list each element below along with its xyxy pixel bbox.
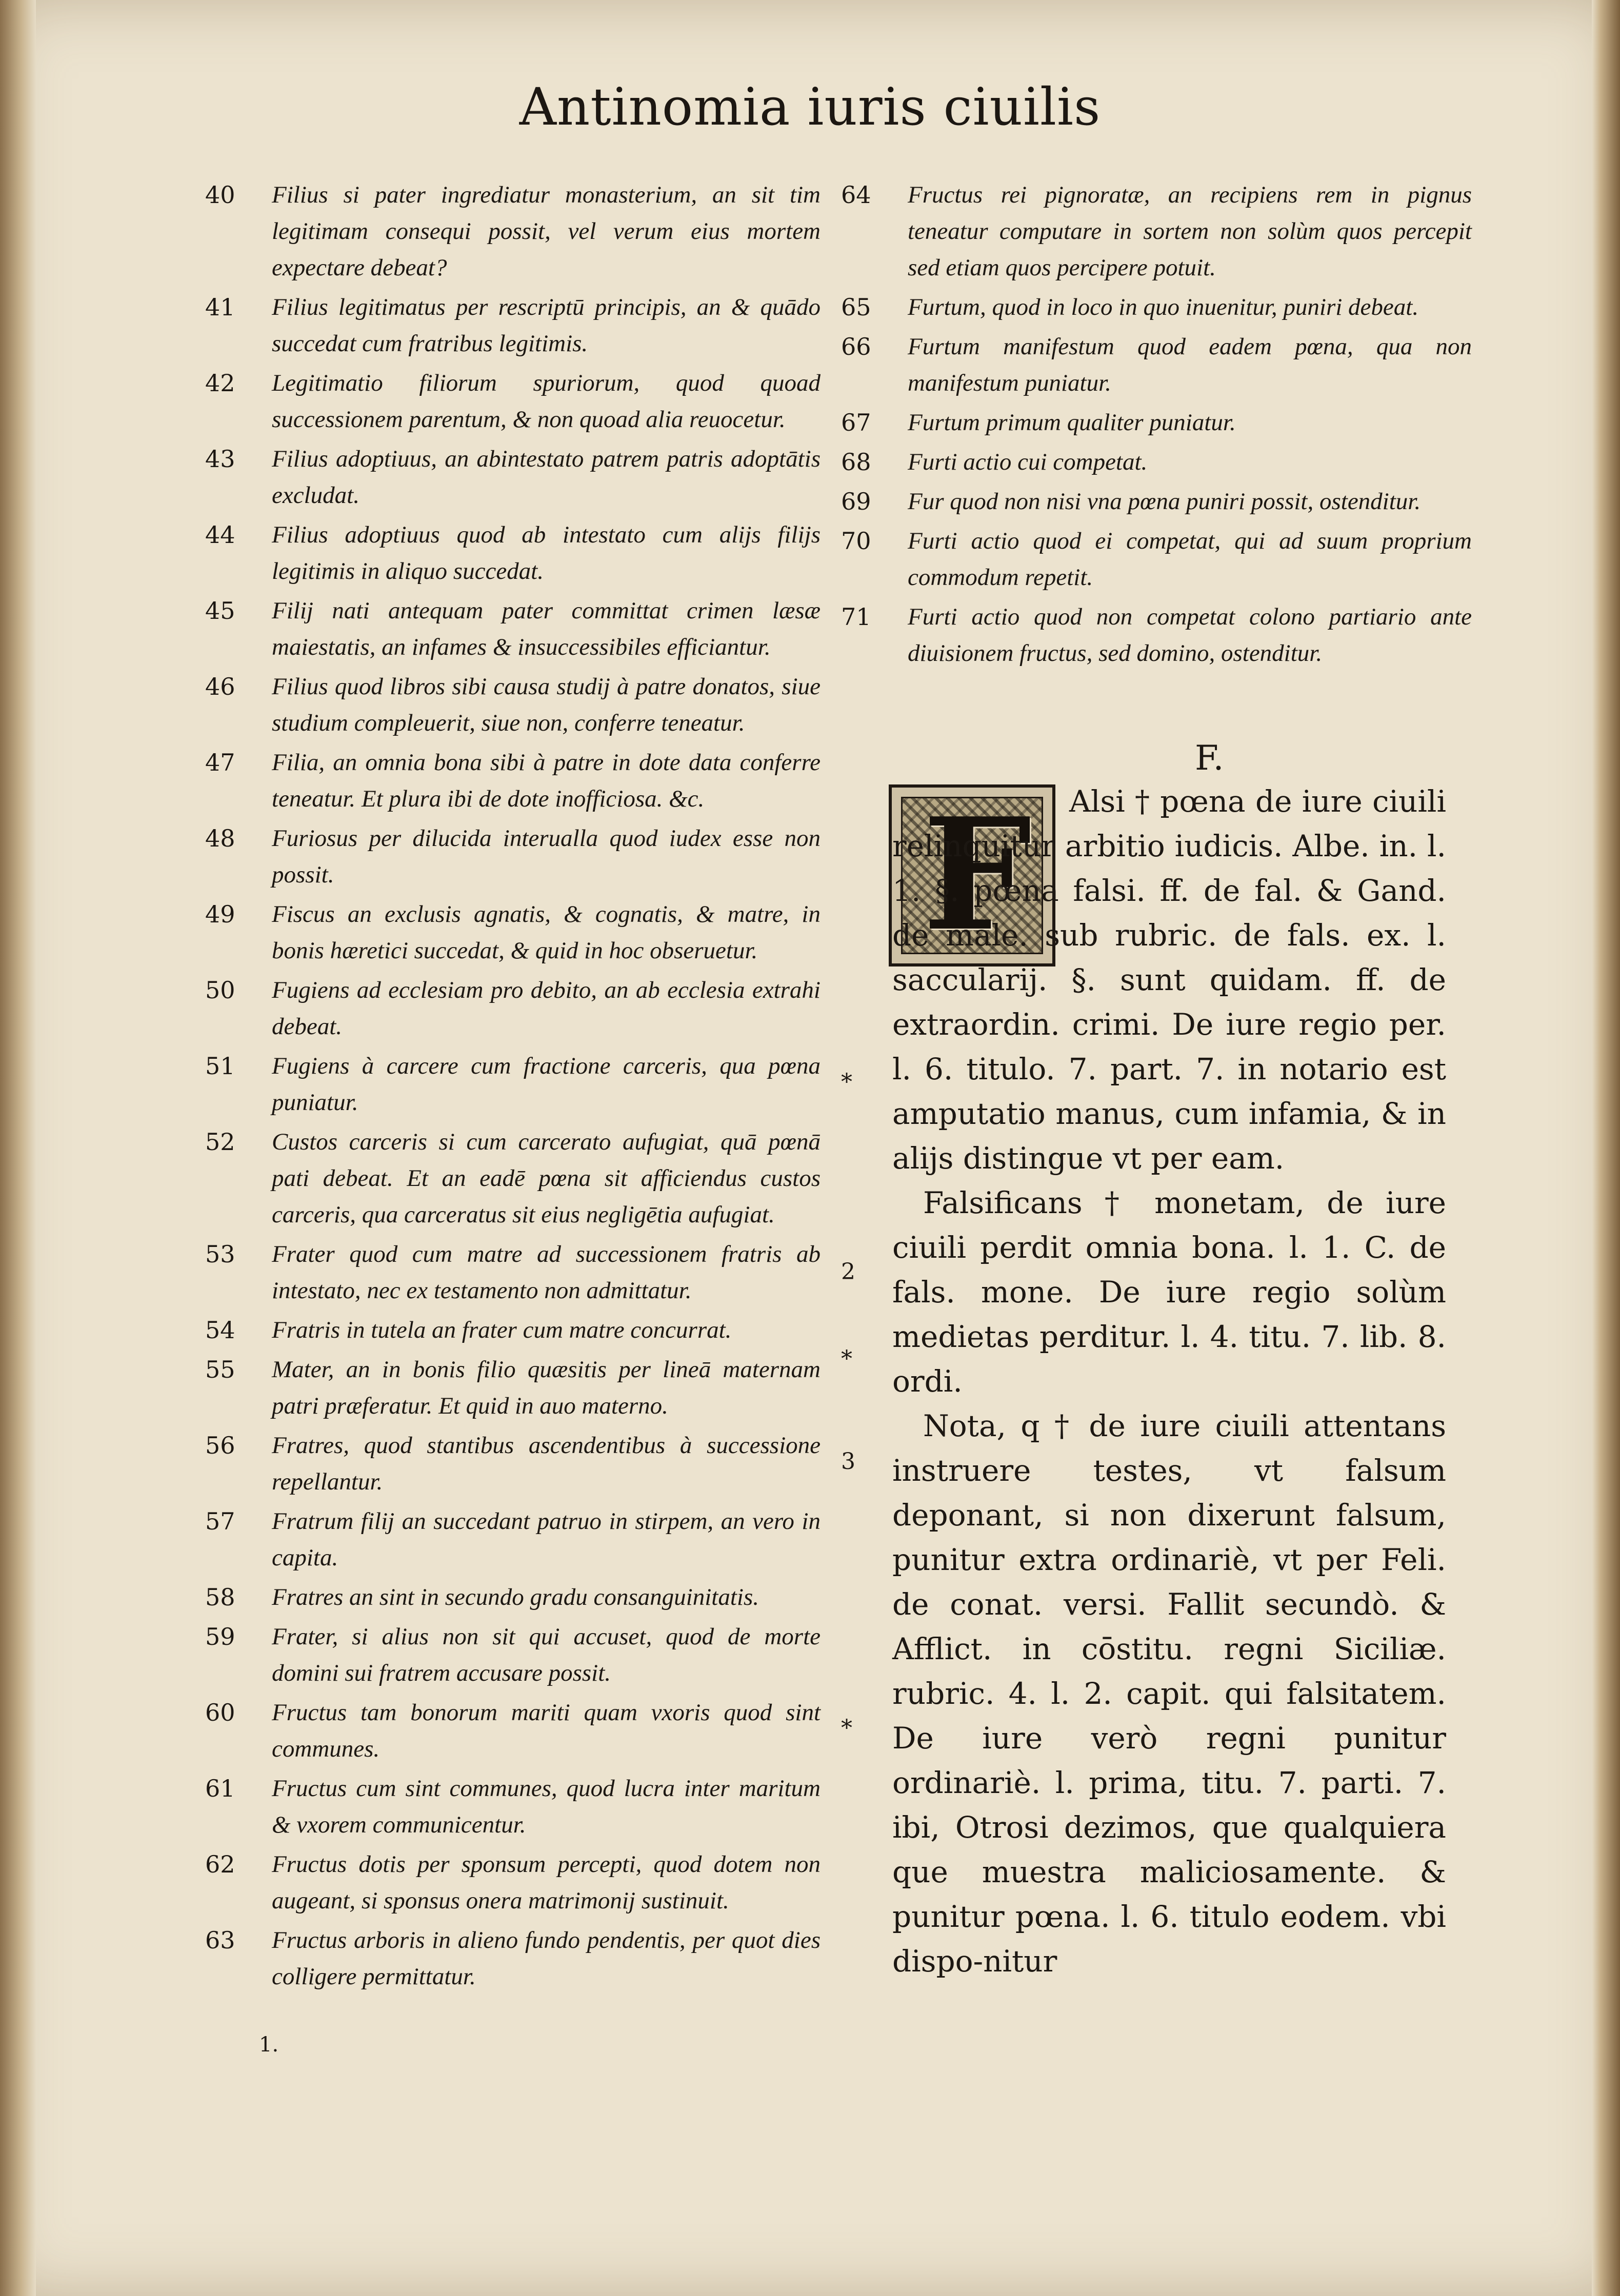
entry-number: 54: [205, 1316, 235, 1344]
entry-number: 46: [205, 673, 235, 700]
entry-text: Frater quod cum matre ad successionem fratris ab intestato, nec ex testamento non admittatur.: [272, 1241, 821, 1304]
body-text: [892, 779, 1446, 1984]
index-entry: [205, 820, 821, 893]
index-entry: [205, 1770, 821, 1843]
index-entry: [205, 1312, 821, 1348]
entry-text: Furti actio quod non competat colono partiario ante diuisionem fructus, sed domino, ostenditur.: [908, 603, 1472, 667]
paragraph-text: Alsi † pœna de iure ciuili relinquitur arbitio iudicis. Albe. in. l. 1. §. pœna falsi. ff. de fal. & Gand. de male. sub rubric. de fals. ex. l. saccularij. §. sunt quidam. ff. de extraordin. crimi. De iure regio per. l. 6. titulo. 7. part. 7. in notario est amputatio manus, cum infamia, & in alijs distingue vt per eam.: [892, 784, 1446, 1176]
index-entry: [841, 523, 1472, 596]
entry-text: Filius si pater ingrediatur monasterium, an sit tim legitimam consequi possit, vel verum eius mortem expectare debeat?: [272, 182, 821, 281]
entry-number: 58: [205, 1583, 235, 1611]
entry-text: Furti actio quod ei competat, qui ad suum proprium commodum repetit.: [908, 528, 1472, 591]
entry-text: Fugiens ad ecclesiam pro debito, an ab ecclesia extrahi debeat.: [272, 977, 821, 1040]
entry-text: Custos carceris si cum carcerato aufugiat, quā pœnā pati debeat. Et an eadē pœna sit afficiendus custos carceris, qua carceratus sit eius negligētia aufugiat.: [272, 1129, 821, 1228]
index-entry: [205, 972, 821, 1045]
entry-text: Legitimatio filiorum spuriorum, quod quoad successionem parentum, & non quoad alia reuocetur.: [272, 370, 821, 433]
index-entry: [205, 593, 821, 666]
entry-number: 51: [205, 1052, 235, 1080]
margin-mark: *: [841, 1715, 852, 1741]
entry-number: 60: [205, 1699, 235, 1726]
index-entry: [205, 517, 821, 590]
entry-text: Fratres, quod stantibus ascendentibus à successione repellantur.: [272, 1432, 821, 1495]
entry-number: 57: [205, 1507, 235, 1535]
entry-text: Filius adoptiuus, an abintestato patrem patris adoptātis excludat.: [272, 446, 821, 509]
entry-number: 47: [205, 749, 235, 776]
entry-number: 59: [205, 1623, 235, 1650]
entry-number: 67: [841, 409, 871, 436]
index-entry: [205, 1427, 821, 1500]
index-entry: [841, 405, 1472, 441]
entry-number: 49: [205, 900, 235, 928]
entry-number: 40: [205, 181, 235, 209]
binding-edge-right: [1592, 0, 1620, 2296]
entry-text: Mater, an in bonis filio quæsitis per lineā maternam patri præferatur. Et quid in auo materno.: [272, 1356, 821, 1419]
entry-number: 42: [205, 369, 235, 397]
entry-text: Fructus cum sint communes, quod lucra inter maritum & vxorem communicentur.: [272, 1775, 821, 1838]
entry-text: Fratris in tutela an frater cum matre concurrat.: [272, 1317, 732, 1343]
index-entry: [841, 599, 1472, 672]
index-entry: [205, 669, 821, 741]
entry-number: 61: [205, 1775, 235, 1802]
entry-number: 62: [205, 1850, 235, 1878]
entry-text: Frater, si alius non sit qui accuset, quod de morte domini sui fratrem accusare possit.: [272, 1623, 821, 1686]
entry-number: 43: [205, 445, 235, 473]
entry-text: Filius adoptiuus quod ab intestato cum alijs filijs legitimis in aliquo succedat.: [272, 521, 821, 585]
index-entry: [205, 1048, 821, 1121]
entry-text: Furtum primum qualiter puniatur.: [908, 409, 1236, 436]
entry-text: Fratrum filij an succedant patruo in stirpem, an vero in capita.: [272, 1508, 821, 1571]
paragraph-text: Nota, q † de iure ciuili attentans instruere testes, vt falsum deponant, si non dixerunt falsum, punitur extra ordinariè, vt per Feli. de conat. versi. Fallit secundò. & Afflict. in cōstitu. regni Siciliæ. rubric. 4. l. 2. capit. qui falsitatem. De iure verò regni punitur ordinariè. l. prima, titu. 7. parti. 7. ibi, Otrosi dezimos, que qualquiera que muestra maliciosamente. & punitur pœna. l. 6. titulo eodem. vbi dispo-nitur: [892, 1408, 1446, 1979]
index-entry: [205, 1695, 821, 1767]
entry-text: Fructus tam bonorum mariti quam vxoris quod sint communes.: [272, 1699, 821, 1762]
index-entry: [205, 1579, 821, 1616]
entry-text: Furtum manifestum quod eadem pœna, qua non manifestum puniatur.: [908, 333, 1472, 396]
margin-mark: *: [841, 1069, 852, 1095]
margin-mark: 3: [841, 1448, 855, 1475]
entry-number: 71: [841, 603, 871, 631]
index-entry: [205, 1124, 821, 1233]
paragraph: [892, 779, 1446, 1181]
entry-text: Fiscus an exclusis agnatis, & cognatis, & matre, in bonis hæretici succedat, & quid in hoc obseruetur.: [272, 901, 821, 964]
entry-number: 64: [841, 181, 871, 209]
index-entry: [205, 896, 821, 969]
index-entry: [841, 329, 1472, 401]
entry-text: Filius quod libros sibi causa studij à patre donatos, siue studium compleuerit, siue non, conferre teneatur.: [272, 673, 821, 736]
entry-number: 50: [205, 976, 235, 1004]
entry-text: Fructus arboris in alieno fundo pendentis, per quot dies colligere permittatur.: [272, 1927, 821, 1990]
paragraph: [892, 1404, 1446, 1984]
index-entry: [205, 441, 821, 514]
index-entry: [841, 444, 1472, 480]
entry-text: Filia, an omnia bona sibi à patre in dote data conferre teneatur. Et plura ibi de dote inofficiosa. &c.: [272, 749, 821, 812]
entry-number: 48: [205, 824, 235, 852]
entry-number: 66: [841, 333, 871, 360]
index-entry: [205, 177, 821, 286]
entry-text: Fructus dotis per sponsum percepti, quod dotem non augeant, si sponsus onera matrimonij sustinuit.: [272, 1851, 821, 1914]
index-entry: [205, 289, 821, 362]
margin-mark: *: [841, 1346, 852, 1372]
entry-text: Furiosus per dilucida interualla quod iudex esse non possit.: [272, 825, 821, 888]
initial-letter: F: [923, 784, 1032, 965]
index-entry: [841, 484, 1472, 520]
entry-number: 45: [205, 597, 235, 625]
entry-text: Fur quod non nisi vna pœna puniri possit, ostenditur.: [908, 488, 1421, 515]
paragraph: [892, 1181, 1446, 1404]
binding-edge-left: [0, 0, 36, 2296]
entry-text: Fugiens à carcere cum fractione carceris, qua pœna puniatur.: [272, 1053, 821, 1116]
entry-number: 55: [205, 1356, 235, 1383]
section-letter: F.: [1195, 738, 1224, 778]
entry-number: 68: [841, 448, 871, 476]
index-column-left: [205, 177, 821, 1998]
entry-number: 52: [205, 1128, 235, 1156]
entry-text: Fratres an sint in secundo gradu consanguinitatis.: [272, 1584, 759, 1610]
entry-number: 44: [205, 521, 235, 549]
entry-number: 70: [841, 527, 871, 555]
entry-number: 69: [841, 488, 871, 515]
index-entry: [205, 1352, 821, 1424]
entry-number: 41: [205, 293, 235, 321]
entry-text: Furti actio cui competat.: [908, 449, 1148, 475]
index-entry: [841, 177, 1472, 286]
entry-number: 65: [841, 293, 871, 321]
index-entry: [205, 1922, 821, 1995]
entry-text: Filij nati antequam pater committat crimen læsæ maiestatis, an infames & insuccessibiles efficiantur.: [272, 597, 821, 660]
foot-mark: 1.: [259, 2033, 279, 2057]
entry-text: Fructus rei pignoratæ, an recipiens rem in pignus teneatur computare in sortem non solùm quos percepit sed etiam quos percipere potuit.: [908, 182, 1472, 281]
index-column-right: [841, 177, 1472, 675]
entry-number: 56: [205, 1432, 235, 1459]
index-entry: [205, 1846, 821, 1919]
index-entry: [205, 1619, 821, 1691]
index-entry: [205, 365, 821, 438]
entry-text: Furtum, quod in loco in quo inuenitur, puniri debeat.: [908, 294, 1419, 320]
index-entry: [841, 289, 1472, 326]
index-entry: [205, 1236, 821, 1309]
index-entry: [205, 1503, 821, 1576]
margin-mark: 2: [841, 1259, 855, 1285]
index-entry: [205, 744, 821, 817]
entry-text: Filius legitimatus per rescriptū principis, an & quādo succedat cum fratribus legitimis.: [272, 294, 821, 357]
entry-number: 53: [205, 1240, 235, 1268]
running-head: Antinomia iuris ciuilis: [519, 77, 1101, 137]
paragraph-text: Falsificans † monetam, de iure ciuili perdit omnia bona. l. 1. C. de fals. mone. De iure regio solùm medietas perditur. l. 4. titu. 7. lib. 8. ordi.: [892, 1185, 1446, 1399]
entry-number: 63: [205, 1926, 235, 1954]
